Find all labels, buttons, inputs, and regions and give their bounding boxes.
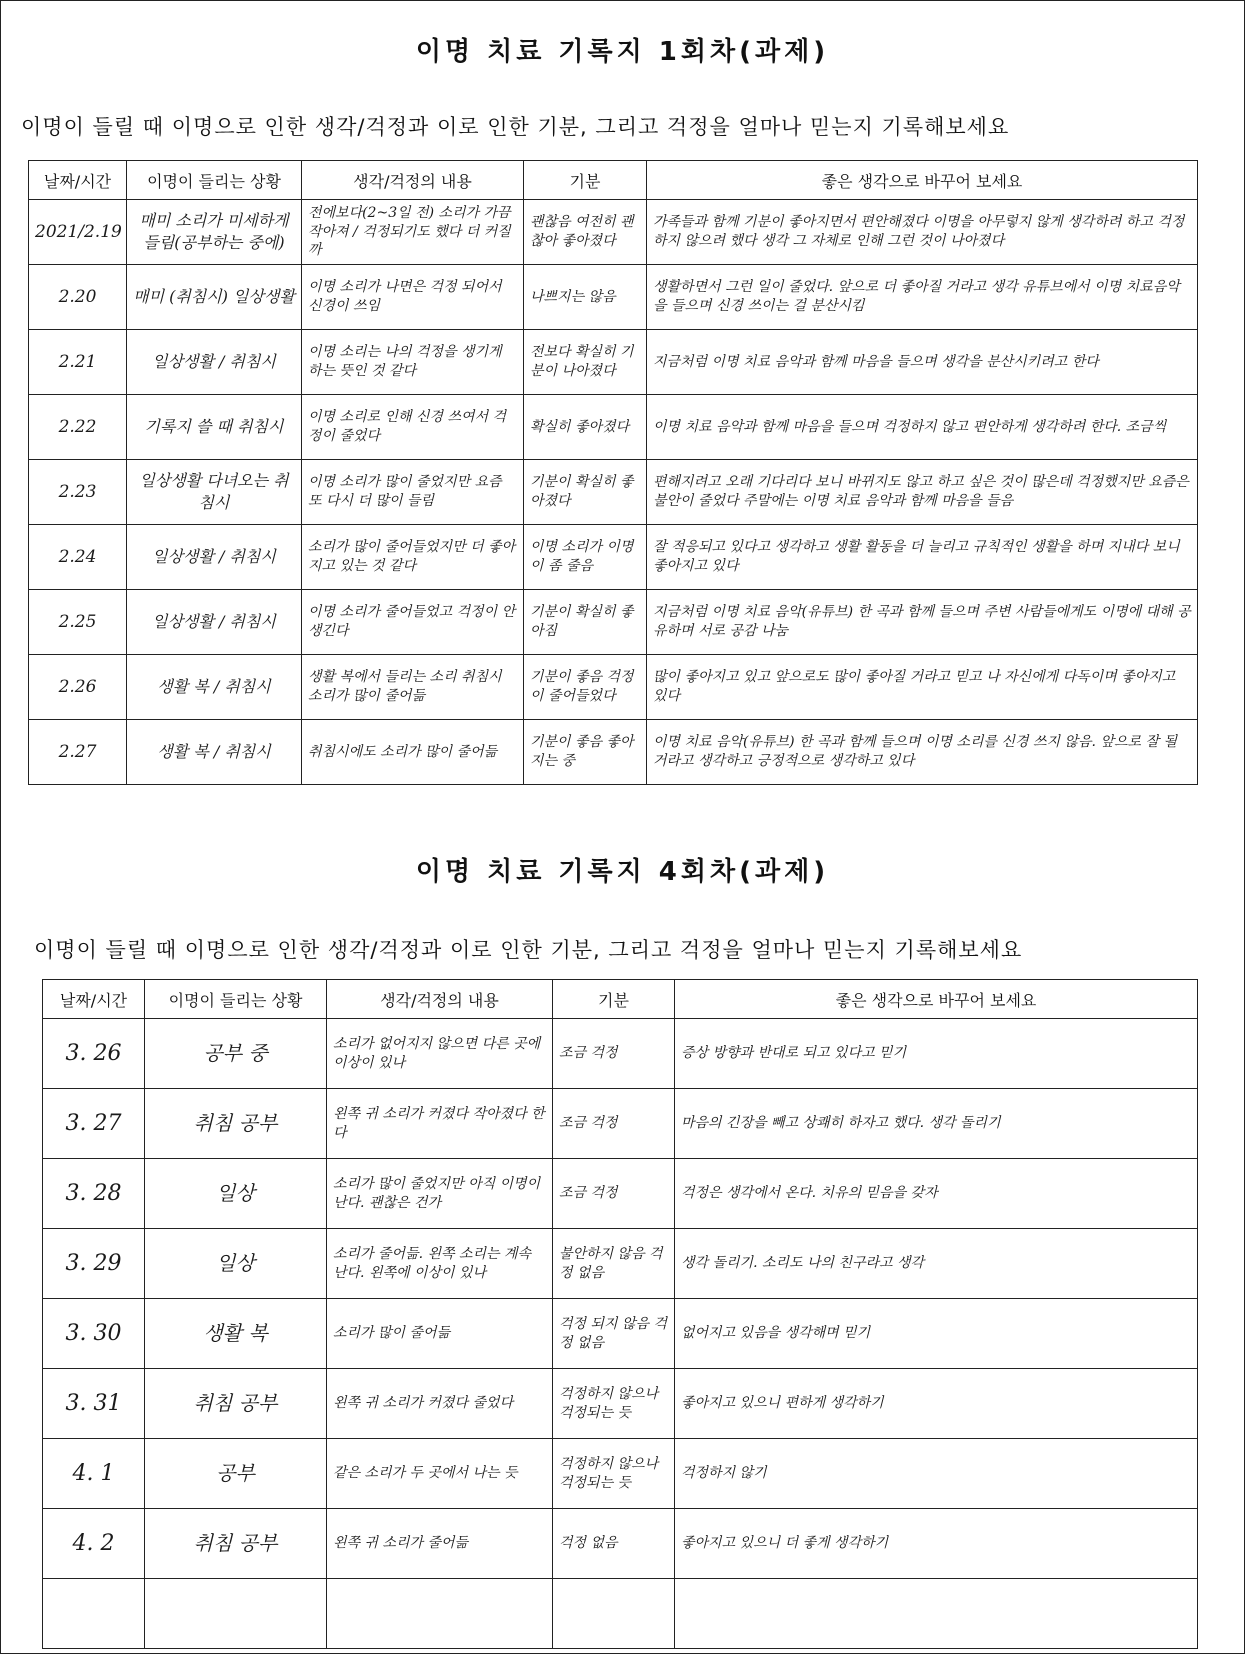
situation-cell: 취침 공부: [145, 1509, 327, 1579]
mood-cell: 걱정하지 않으나 걱정되는 듯: [553, 1369, 675, 1439]
table-row: [43, 1439, 1198, 1509]
mood-cell: 기분이 좋음 걱정이 줄어들었다: [524, 655, 647, 720]
thought-cell: 생활 복에서 들리는 소리 취침시 소리가 많이 줄어듦: [302, 655, 524, 720]
positive-thought-cell: 걱정하지 않기: [675, 1439, 1198, 1509]
positive-thought-cell: 잘 적응되고 있다고 생각하고 생활 활동을 더 늘리고 규칙적인 생활을 하며 지내다 보니 좋아지고 있다: [647, 525, 1198, 590]
mood-cell: 나쁘지는 않음: [524, 265, 647, 330]
positive-thought-cell: 걱정은 생각에서 온다. 치유의 믿음을 갖자: [675, 1159, 1198, 1229]
mood-cell: 확실히 좋아졌다: [524, 395, 647, 460]
table-row: [43, 1509, 1198, 1579]
record-4-instruction: 이명이 들릴 때 이명으로 인한 생각/걱정과 이로 인한 기분, 그리고 걱정을 얼마나 믿는지 기록해보세요: [34, 938, 1023, 962]
date-cell: 2.25: [29, 590, 127, 655]
mood-cell: 불안하지 않음 걱정 없음: [553, 1229, 675, 1299]
positive-thought-cell: 마음의 긴장을 빼고 상쾌히 하자고 했다. 생각 돌리기: [675, 1089, 1198, 1159]
date-cell: 2.26: [29, 655, 127, 720]
situation-cell: 일상생활 다녀오는 취침시: [127, 460, 302, 525]
situation-cell: 공부: [145, 1439, 327, 1509]
header-situation: 이명이 들리는 상황: [127, 161, 302, 200]
table-row: [29, 655, 1198, 720]
thought-cell: 소리가 많이 줄었지만 아직 이명이 난다. 괜찮은 건가: [327, 1159, 553, 1229]
record-1-title: 이명 치료 기록지 1회차(과제): [415, 37, 830, 67]
header-positive-thought: 좋은 생각으로 바꾸어 보세요: [647, 161, 1198, 200]
table-row: [43, 1019, 1198, 1089]
positive-thought-cell: 좋아지고 있으니 더 좋게 생각하기: [675, 1509, 1198, 1579]
mood-cell: 전보다 확실히 기분이 나아졌다: [524, 330, 647, 395]
mood-cell: 조금 걱정: [553, 1159, 675, 1229]
header-date: 날짜/시간: [43, 980, 145, 1019]
table-row: [43, 1299, 1198, 1369]
situation-cell: 일상생활 / 취침시: [127, 590, 302, 655]
thought-cell: 이명 소리가 나면은 걱정 되어서 신경이 쓰임: [302, 265, 524, 330]
situation-cell: 매미 (취침시) 일상생활: [127, 265, 302, 330]
date-cell: 3. 30: [43, 1299, 145, 1369]
situation-cell: 생활 복 / 취침시: [127, 655, 302, 720]
header-situation: 이명이 들리는 상황: [145, 980, 327, 1019]
positive-thought-cell: 많이 좋아지고 있고 앞으로도 많이 좋아질 거라고 믿고 나 자신에게 다독이며 좋아지고 있다: [647, 655, 1198, 720]
positive-thought-cell: 지금처럼 이명 치료 음악(유튜브) 한 곡과 함께 들으며 주변 사람들에게도 이명에 대해 공유하며 서로 공감 나눔: [647, 590, 1198, 655]
date-cell: 3. 26: [43, 1019, 145, 1089]
date-cell: 2.20: [29, 265, 127, 330]
positive-thought-cell: 가족들과 함께 기분이 좋아지면서 편안해졌다 이명을 아무렇지 않게 생각하려 하고 걱정하지 않으려 했다 생각 그 자체로 인해 그런 것이 나아졌다: [647, 200, 1198, 265]
thought-cell: 같은 소리가 두 곳에서 나는 듯: [327, 1439, 553, 1509]
thought-cell: 소리가 많이 줄어들었지만 더 좋아지고 있는 것 같다: [302, 525, 524, 590]
mood-cell: 괜찮음 여전히 괜찮아 좋아졌다: [524, 200, 647, 265]
header-positive-thought: 좋은 생각으로 바꾸어 보세요: [675, 980, 1198, 1019]
situation-cell: 생활 복 / 취침시: [127, 720, 302, 785]
positive-thought-cell: 없어지고 있음을 생각해며 믿기: [675, 1299, 1198, 1369]
thought-cell: 왼쪽 귀 소리가 줄어듦: [327, 1509, 553, 1579]
date-cell: 3. 31: [43, 1369, 145, 1439]
date-cell: 3. 29: [43, 1229, 145, 1299]
positive-thought-cell: 생각 돌리기. 소리도 나의 친구라고 생각: [675, 1229, 1198, 1299]
table-row: [29, 525, 1198, 590]
situation-cell: 매미 소리가 미세하게 들림(공부하는 중에): [127, 200, 302, 265]
thought-cell: 소리가 없어지지 않으면 다른 곳에 이상이 있나: [327, 1019, 553, 1089]
table-header-row: [43, 980, 1198, 1019]
record-4-title: 이명 치료 기록지 4회차(과제): [415, 857, 830, 887]
situation-cell: 공부 중: [145, 1019, 327, 1089]
record-1-table: [28, 160, 1198, 785]
thought-cell: 전에보다(2~3일 전) 소리가 가끔 작아져 / 걱정되기도 했다 더 커질까: [302, 200, 524, 265]
date-cell: 2.21: [29, 330, 127, 395]
table-row: [43, 1369, 1198, 1439]
thought-cell: [327, 1579, 553, 1649]
header-thought: 생각/걱정의 내용: [302, 161, 524, 200]
situation-cell: 일상생활 / 취침시: [127, 330, 302, 395]
table-row: [43, 1579, 1198, 1649]
date-cell: 3. 28: [43, 1159, 145, 1229]
situation-cell: 일상생활 / 취침시: [127, 525, 302, 590]
mood-cell: 이명 소리가 이명이 좀 줄음: [524, 525, 647, 590]
date-cell: 2.27: [29, 720, 127, 785]
mood-cell: 기분이 확실히 좋아졌다: [524, 460, 647, 525]
situation-cell: 일상: [145, 1229, 327, 1299]
header-date: 날짜/시간: [29, 161, 127, 200]
positive-thought-cell: 생활하면서 그런 일이 줄었다. 앞으로 더 좋아질 거라고 생각 유튜브에서 이명 치료음악을 들으며 신경 쓰이는 걸 분산시킴: [647, 265, 1198, 330]
header-mood: 기분: [553, 980, 675, 1019]
mood-cell: 조금 걱정: [553, 1089, 675, 1159]
positive-thought-cell: 이명 치료 음악과 함께 마음을 들으며 걱정하지 않고 편안하게 생각하려 한다. 조금씩: [647, 395, 1198, 460]
mood-cell: [553, 1579, 675, 1649]
positive-thought-cell: 이명 치료 음악(유튜브) 한 곡과 함께 들으며 이명 소리를 신경 쓰지 않음. 앞으로 잘 될 거라고 생각하고 긍정적으로 생각하고 있다: [647, 720, 1198, 785]
positive-thought-cell: 좋아지고 있으니 편하게 생각하기: [675, 1369, 1198, 1439]
thought-cell: 이명 소리는 나의 걱정을 생기게 하는 뜻인 것 같다: [302, 330, 524, 395]
positive-thought-cell: 지금처럼 이명 치료 음악과 함께 마음을 들으며 생각을 분산시키려고 한다: [647, 330, 1198, 395]
record-4-table: [42, 979, 1198, 1649]
header-mood: 기분: [524, 161, 647, 200]
table-row: [29, 460, 1198, 525]
thought-cell: 소리가 줄어듦. 왼쪽 소리는 계속 난다. 왼쪽에 이상이 있나: [327, 1229, 553, 1299]
header-thought: 생각/걱정의 내용: [327, 980, 553, 1019]
situation-cell: 취침 공부: [145, 1089, 327, 1159]
date-cell: 4. 1: [43, 1439, 145, 1509]
thought-cell: 소리가 많이 줄어듦: [327, 1299, 553, 1369]
mood-cell: 걱정 없음: [553, 1509, 675, 1579]
date-cell: 2021/2.19: [29, 200, 127, 265]
table-header-row: [29, 161, 1198, 200]
situation-cell: 일상: [145, 1159, 327, 1229]
positive-thought-cell: 편해지려고 오래 기다리다 보니 바뀌지도 않고 하고 싶은 것이 많은데 걱정했지만 요즘은 불안이 줄었다 주말에는 이명 치료 음악과 함께 마음을 들음: [647, 460, 1198, 525]
thought-cell: 이명 소리가 줄어들었고 걱정이 안 생긴다: [302, 590, 524, 655]
thought-cell: 이명 소리가 많이 줄었지만 요즘 또 다시 더 많이 들림: [302, 460, 524, 525]
mood-cell: 걱정 되지 않음 걱정 없음: [553, 1299, 675, 1369]
date-cell: 3. 27: [43, 1089, 145, 1159]
positive-thought-cell: 증상 방향과 반대로 되고 있다고 믿기: [675, 1019, 1198, 1089]
date-cell: 4. 2: [43, 1509, 145, 1579]
table-row: [29, 720, 1198, 785]
table-row: [29, 265, 1198, 330]
date-cell: [43, 1579, 145, 1649]
mood-cell: 기분이 확실히 좋아짐: [524, 590, 647, 655]
thought-cell: 왼쪽 귀 소리가 커졌다 작아졌다 한다: [327, 1089, 553, 1159]
table-row: [29, 395, 1198, 460]
mood-cell: 걱정하지 않으나 걱정되는 듯: [553, 1439, 675, 1509]
thought-cell: 왼쪽 귀 소리가 커졌다 줄었다: [327, 1369, 553, 1439]
positive-thought-cell: [675, 1579, 1198, 1649]
date-cell: 2.24: [29, 525, 127, 590]
mood-cell: 조금 걱정: [553, 1019, 675, 1089]
table-row: [43, 1089, 1198, 1159]
thought-cell: 이명 소리로 인해 신경 쓰여서 걱정이 줄었다: [302, 395, 524, 460]
date-cell: 2.23: [29, 460, 127, 525]
table-row: [29, 200, 1198, 265]
table-row: [29, 330, 1198, 395]
table-row: [29, 590, 1198, 655]
situation-cell: 기록지 쓸 때 취침시: [127, 395, 302, 460]
table-row: [43, 1159, 1198, 1229]
mood-cell: 기분이 좋음 좋아지는 중: [524, 720, 647, 785]
situation-cell: 취침 공부: [145, 1369, 327, 1439]
record-1-instruction: 이명이 들릴 때 이명으로 인한 생각/걱정과 이로 인한 기분, 그리고 걱정을 얼마나 믿는지 기록해보세요: [21, 115, 1010, 139]
situation-cell: 생활 복: [145, 1299, 327, 1369]
situation-cell: [145, 1579, 327, 1649]
table-row: [43, 1229, 1198, 1299]
date-cell: 2.22: [29, 395, 127, 460]
thought-cell: 취침시에도 소리가 많이 줄어듦: [302, 720, 524, 785]
